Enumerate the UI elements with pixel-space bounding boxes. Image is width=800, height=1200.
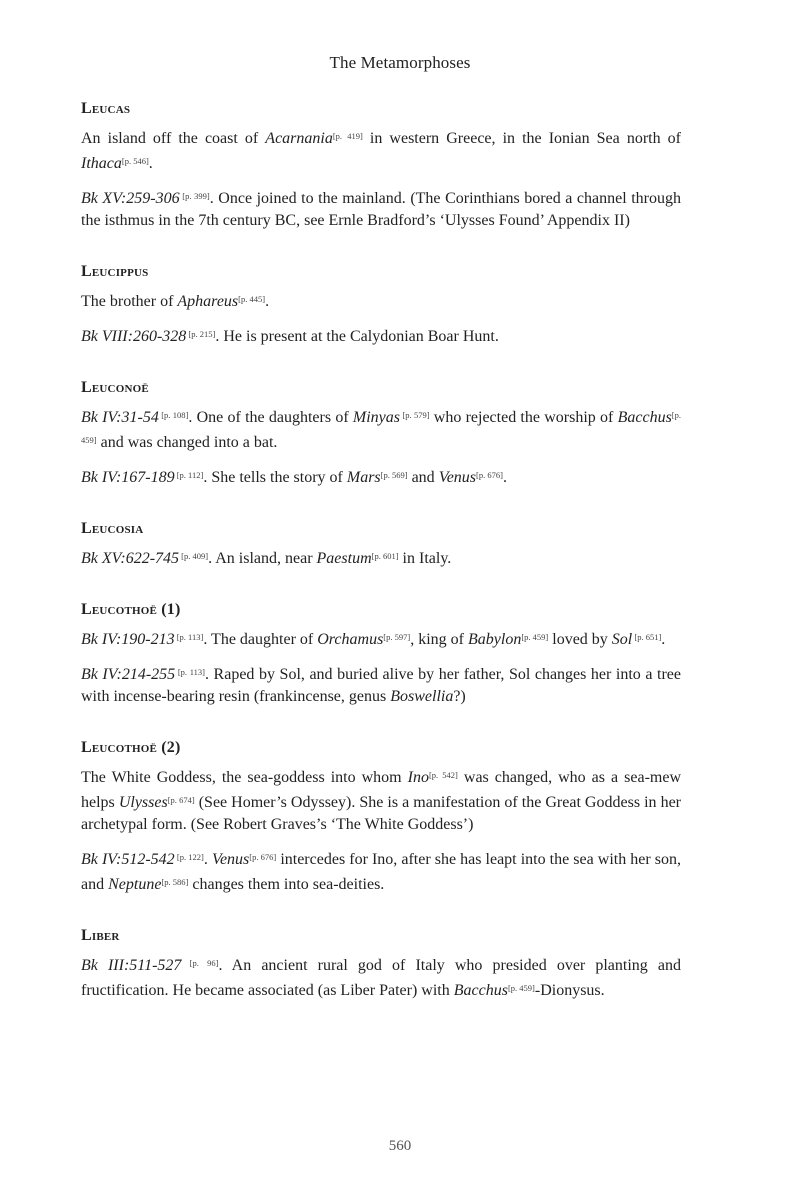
italic-term: Neptune: [108, 876, 162, 893]
body-text: .: [265, 293, 270, 310]
page-reference-link[interactable]: [p. 113]: [175, 667, 205, 677]
entry-paragraph: [81, 323, 681, 348]
body-text: The White Goddess, the sea-goddess into whom: [81, 769, 408, 786]
entry-paragraph: [81, 404, 681, 454]
page-reference-link[interactable]: [p. 586]: [161, 877, 189, 887]
page-reference-link[interactable]: [p. 215]: [186, 329, 216, 339]
body-text: . She tells the story of: [203, 469, 347, 486]
entry-heading: Leucas: [81, 100, 131, 117]
italic-term: Orchamus: [317, 631, 384, 648]
page-reference-link[interactable]: [p. 459]: [507, 983, 535, 993]
running-head: The Metamorphoses: [329, 53, 471, 72]
page-reference-link[interactable]: [p. 96]: [181, 958, 219, 968]
italic-term: Bk III:511-527: [81, 957, 182, 974]
body-text: in western Greece, in the Ionian Sea north of: [362, 130, 681, 147]
entry-paragraph: [81, 288, 681, 313]
glossary-entry: [81, 927, 681, 1002]
body-text: . An island, near: [208, 550, 317, 567]
page-reference-link[interactable]: [p. 409]: [179, 551, 209, 561]
page-reference-link[interactable]: [p. 674]: [167, 795, 195, 805]
italic-term: Ithaca: [81, 155, 122, 172]
glossary-content: [81, 100, 681, 1033]
entry-paragraph: [81, 661, 681, 708]
body-text: .: [661, 631, 666, 648]
italic-term: Bacchus: [453, 982, 508, 999]
entry-paragraph: [81, 464, 681, 489]
entry-paragraph: [81, 626, 681, 651]
glossary-entry: [81, 379, 681, 489]
page-reference-link[interactable]: [p. 676]: [249, 852, 277, 862]
glossary-entry: [81, 100, 681, 232]
entry-heading: Leucippus: [81, 263, 149, 280]
entry-paragraph: [81, 764, 681, 836]
body-text: .: [203, 851, 212, 868]
italic-term: Bk IV:190-213: [81, 631, 175, 648]
body-text: . An ancient rural god of Italy who presided over planting and fructification. He became associated (as Liber Pater) with: [81, 957, 681, 999]
entry-paragraph: [81, 846, 681, 896]
page-reference-link[interactable]: [p. 445]: [238, 294, 266, 304]
entry-paragraph: [81, 952, 681, 1002]
italic-term: Ulysses: [118, 794, 168, 811]
italic-term: Bacchus: [617, 409, 672, 426]
page-reference-link[interactable]: [p. 579]: [400, 410, 430, 420]
page-reference-link[interactable]: [p. 113]: [174, 632, 204, 642]
body-text: loved by: [548, 631, 612, 648]
body-text: and: [407, 469, 439, 486]
italic-term: Bk XV:259-306: [81, 190, 180, 207]
page-reference-link[interactable]: [p. 112]: [174, 470, 204, 480]
entry-heading: Liber: [81, 927, 120, 944]
italic-term: Bk IV:214-255: [81, 666, 176, 683]
italic-term: Ino: [407, 769, 429, 786]
page-reference-link[interactable]: [p. 597]: [383, 632, 411, 642]
italic-term: Mars: [346, 469, 381, 486]
page-reference-link[interactable]: [p. 542]: [428, 770, 458, 780]
page-reference-link[interactable]: [p. 459]: [81, 410, 682, 445]
italic-term: Paestum: [316, 550, 372, 567]
page-reference-link[interactable]: [p. 601]: [371, 551, 399, 561]
page-reference-link[interactable]: [p. 651]: [632, 632, 662, 642]
body-text: . He is present at the Calydonian Boar Hunt.: [215, 328, 499, 345]
glossary-entry: [81, 263, 681, 348]
body-text: The brother of: [81, 293, 178, 310]
body-text: changes them into sea-deities.: [188, 876, 385, 893]
page-reference-link[interactable]: [p. 569]: [380, 470, 408, 480]
page-reference-link[interactable]: [p. 108]: [158, 410, 189, 420]
entry-paragraph: [81, 545, 681, 570]
body-text: -Dionysus.: [534, 982, 605, 999]
body-text: in Italy.: [398, 550, 452, 567]
page-reference-link[interactable]: [p. 546]: [121, 156, 149, 166]
italic-term: Babylon: [468, 631, 522, 648]
italic-term: Bk XV:622-745: [81, 550, 180, 567]
italic-term: Bk IV:167-189: [81, 469, 175, 486]
entry-heading: Leuconoë: [81, 379, 149, 396]
italic-term: Venus: [438, 469, 477, 486]
page-reference-link[interactable]: [p. 419]: [332, 131, 363, 141]
body-text: and was changed into a bat.: [96, 434, 278, 451]
italic-term: Bk IV:31-54: [81, 409, 159, 426]
body-text: ?): [453, 688, 466, 705]
body-text: . The daughter of: [203, 631, 318, 648]
body-text: . Raped by Sol, and buried alive by her father, Sol changes her into a tree with incense-bearing resin (frankincense, genus: [81, 666, 682, 705]
body-text: .: [148, 155, 153, 172]
body-text: An island off the coast of: [81, 130, 266, 147]
italic-term: Boswellia: [390, 688, 454, 705]
italic-term: Venus: [211, 851, 250, 868]
italic-term: Acarnania: [265, 130, 333, 147]
body-text: was changed, who as a sea-mew helps: [81, 769, 681, 811]
italic-term: Bk IV:512-542: [81, 851, 175, 868]
body-text: .: [502, 469, 507, 486]
body-text: intercedes for Ino, after she has leapt into the sea with her son, and: [81, 851, 682, 893]
entry-paragraph: [81, 125, 681, 175]
page-reference-link[interactable]: [p. 399]: [179, 191, 210, 201]
entry-heading: Leucothoë (2): [81, 739, 181, 756]
entry-heading: Leucosia: [81, 520, 144, 537]
italic-term: Aphareus: [177, 293, 239, 310]
body-text: who rejected the worship of: [429, 409, 618, 426]
page-reference-link[interactable]: [p. 459]: [521, 632, 549, 642]
italic-term: Bk VIII:260-328: [81, 328, 187, 345]
glossary-entry: [81, 739, 681, 896]
entry-paragraph: [81, 185, 681, 232]
entry-heading: Leucothoë (1): [81, 601, 181, 618]
body-text: . Once joined to the mainland. (The Corinthians bored a channel through the isthmus in the 7th century BC, see Ernle Bradford’s ‘Ulysses Found’ Appendix II): [81, 190, 681, 229]
glossary-entry: [81, 520, 681, 570]
italic-term: Minyas: [352, 409, 400, 426]
body-text: , king of: [410, 631, 468, 648]
glossary-entry: [81, 601, 681, 708]
page-number: 560: [388, 1138, 412, 1154]
body-text: . One of the daughters of: [188, 409, 353, 426]
italic-term: Sol: [611, 631, 633, 648]
body-text: (See Homer’s Odyssey). She is a manifestation of the Great Goddess in her archetypal form. (See Robert Graves’s ‘The White Goddess’): [81, 794, 681, 833]
page-reference-link[interactable]: [p. 676]: [476, 470, 503, 480]
page-reference-link[interactable]: [p. 122]: [174, 852, 204, 862]
